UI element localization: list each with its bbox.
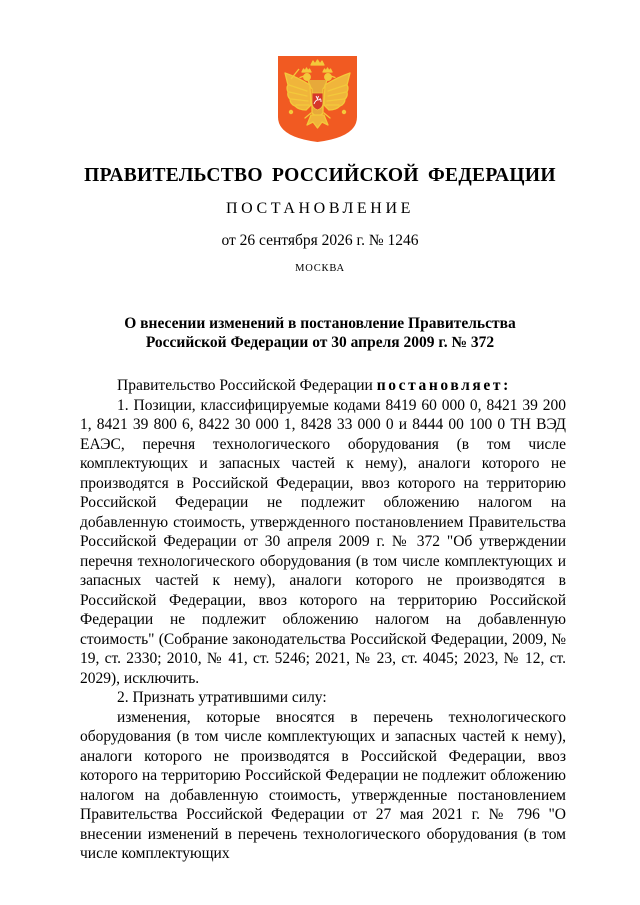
- document-date: от 26 сентября 2026 г. № 1246: [221, 232, 419, 249]
- document-type: ПОСТАНОВЛЕНИЕ: [226, 200, 414, 217]
- preamble-paragraph: [80, 376, 566, 396]
- item-1-paragraph: 1. Позиции, классифицируемые кодами 8419 60 000 0, 8421 39 200 1, 8421 39 800 6, 8422 30 000 1, 8428 33 000 0 и 8444 00 100 0 ТН ВЭД ЕАЭС, перечня технологического оборудования (в том числе комплектующих и запасных частей к нему), аналоги которого не производятся в Российской Федерации, ввоз которого на территорию Российской Федерации не подлежит обложению налогом на добавленную стоимость, утвержденного постановлением Правительства Российской Федерации от 30 апреля 2009 г. № 372 "Об утверждении перечня технологического оборудования (в том числе комплектующих и запасных частей к нему), аналоги которого не производятся в Российской Федерации, ввоз которого на территорию Российской Федерации не подлежит обложению налогом на добавленную стоимость" (Собрание законодательства Российской Федерации, 2009, № 19, ст. 2330; 2010, № 41, ст. 5246; 2021, № 23, ст. 4045; 2023, № 12, ст. 2029), исключить.: [80, 396, 566, 687]
- document-title: [80, 314, 560, 352]
- document-body: [80, 376, 566, 864]
- government-name: ПРАВИТЕЛЬСТВО РОССИЙСКОЙ ФЕДЕРАЦИИ: [84, 165, 556, 186]
- item-2-paragraph: 2. Признать утратившими силу:: [117, 689, 327, 706]
- document-title-line-1: О внесении изменений в постановление Правительства: [124, 315, 516, 332]
- preamble-lead: Правительство Российской Федерации: [117, 377, 373, 394]
- preamble-verb: постановляет:: [376, 377, 511, 394]
- document-title-line-2: Российской Федерации от 30 апреля 2009 г. № 372: [145, 334, 495, 351]
- item-2-text-paragraph: изменения, которые вносятся в перечень технологического оборудования (в том числе комплектующих и запасных частей к нему), аналоги которого не производятся в Российской Федерации, ввоз которого на территорию Российской Федерации не подлежит обложению налогом на добавленную стоимость, утвержденные постановлением Правительства Российской Федерации от 27 мая 2021 г. № 796 "О внесении изменений в перечень технологического оборудования (в том числе комплектующих: [80, 708, 566, 862]
- document-city: МОСКВА: [295, 263, 345, 274]
- russian-coat-of-arms-icon: [277, 55, 358, 143]
